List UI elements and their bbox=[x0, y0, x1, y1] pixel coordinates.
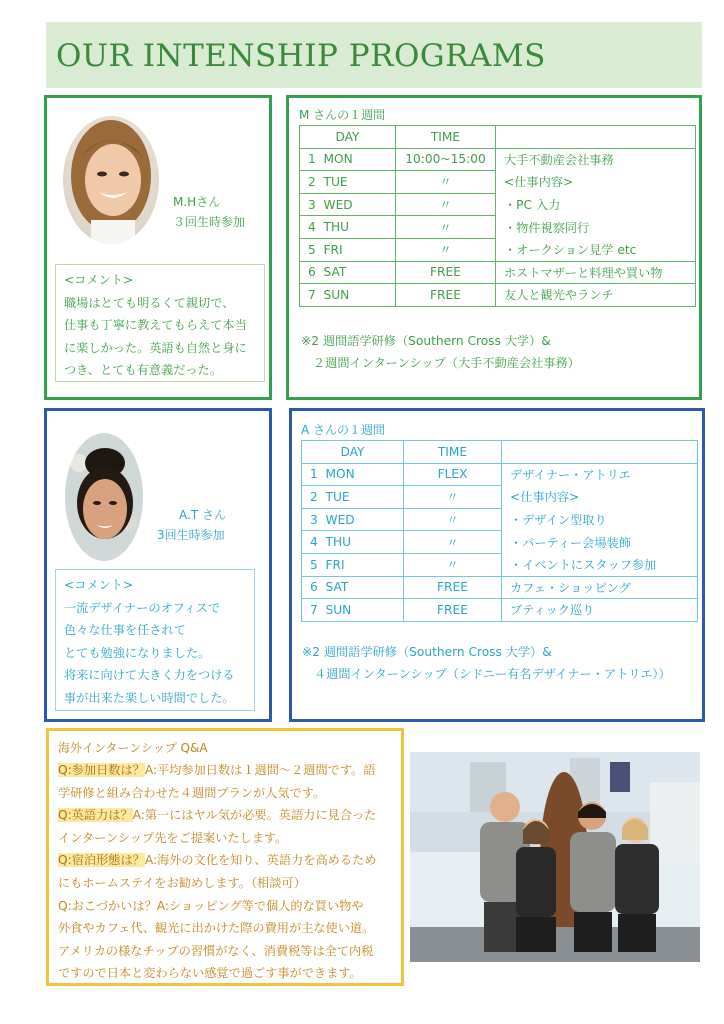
desc-cell: ・物件視察同行 bbox=[496, 216, 696, 239]
comment-line: 色々な仕事を任されて bbox=[64, 623, 186, 637]
group-photo bbox=[410, 752, 700, 962]
answer-3: A:海外の文化を知り、英語力を高めるため bbox=[144, 853, 377, 868]
comment-line: に楽しかった。英語も自然と身に bbox=[64, 340, 247, 355]
desc-cell: ・イベントにスタッフ参加 bbox=[502, 553, 698, 576]
schedule-box-a bbox=[289, 408, 705, 722]
time-cell: 〃 bbox=[404, 486, 502, 509]
comment-line: 事が出来た楽しい時間でした。 bbox=[64, 690, 235, 705]
note-line: ２週間インターンシップ（大手不動産会社事務） bbox=[313, 356, 580, 370]
table-row bbox=[300, 193, 696, 216]
header-time: TIME bbox=[404, 441, 502, 464]
comment-line: とても勉強になりました。 bbox=[64, 645, 211, 660]
desc-cell: 大手不動産会社事務 bbox=[496, 148, 696, 171]
comment-line: 職場はとても明るくて親切で、 bbox=[64, 295, 235, 310]
qa-line bbox=[58, 849, 376, 872]
day-cell: 2 TUE bbox=[302, 486, 404, 509]
table-row bbox=[300, 238, 696, 261]
desc-cell: ・PC 入力 bbox=[496, 193, 696, 216]
table-row bbox=[302, 531, 698, 554]
comment-box-a bbox=[55, 569, 255, 711]
time-cell: 〃 bbox=[404, 553, 502, 576]
desc-cell: ・オークション見学 etc bbox=[496, 238, 696, 261]
desc-cell: ホストマザーと料理や買い物 bbox=[496, 261, 696, 284]
qa-line: 学研修と組み合わせた４週間プランが人気です。 bbox=[58, 785, 326, 800]
header-blank bbox=[502, 441, 698, 464]
table-row bbox=[300, 261, 696, 284]
answer-2: A:第一にはヤル気が必要。英語力に見合った bbox=[132, 808, 377, 823]
header-time: TIME bbox=[396, 126, 496, 149]
header-day: DAY bbox=[300, 126, 396, 149]
comment-line: つき、とても有意義だった。 bbox=[64, 363, 222, 377]
desc-cell: <仕事内容> bbox=[496, 171, 696, 194]
time-cell: FREE bbox=[396, 261, 496, 284]
table-row bbox=[302, 486, 698, 509]
table-row bbox=[302, 599, 698, 622]
comment-line: <コメント> bbox=[64, 578, 134, 592]
question-2: Q:英語力は？ bbox=[58, 808, 133, 823]
qa-line: ですので日本と変わらない感覚で過ごす事ができます。 bbox=[58, 966, 362, 981]
program-note-m bbox=[301, 330, 580, 374]
qa-line bbox=[58, 804, 376, 827]
schedule-table-a bbox=[301, 440, 698, 622]
table-row bbox=[302, 463, 698, 486]
schedule-box-m bbox=[286, 95, 702, 400]
schedule-title-m: M さんの１週間 bbox=[299, 108, 386, 122]
day-cell: 7 SUN bbox=[300, 284, 396, 307]
day-cell: 5 FRI bbox=[300, 238, 396, 261]
table-row bbox=[302, 553, 698, 576]
qa-line: 外食やカフェ代、観光に出かけた際の費用が主な使い道。 bbox=[58, 921, 375, 936]
person-name-a: A.T さん bbox=[179, 508, 226, 522]
time-cell: 〃 bbox=[396, 171, 496, 194]
time-cell: 〃 bbox=[396, 216, 496, 239]
header-blank bbox=[496, 126, 696, 149]
table-row bbox=[300, 284, 696, 307]
day-cell: 2 TUE bbox=[300, 171, 396, 194]
time-cell: 10:00~15:00 bbox=[396, 148, 496, 171]
table-row bbox=[300, 216, 696, 239]
desc-cell: ・デザイン型取り bbox=[502, 508, 698, 531]
time-cell: 〃 bbox=[396, 238, 496, 261]
schedule-title-a: A さんの１週間 bbox=[301, 423, 386, 437]
time-cell: 〃 bbox=[404, 508, 502, 531]
note-line: ４週間インターンシップ（シドニー有名デザイナー・アトリエ）） bbox=[314, 667, 671, 681]
desc-cell: ・パーティー会場装飾 bbox=[502, 531, 698, 554]
qa-line: Q:おこづかいは？A:ショッピング等で個人的な買い物や bbox=[58, 898, 364, 913]
comment-box-m bbox=[55, 264, 265, 382]
answer-1: A:平均参加日数は１週間～２週間です。語 bbox=[144, 763, 376, 777]
schedule-table-m bbox=[299, 125, 696, 307]
qa-box bbox=[46, 728, 404, 986]
day-cell: 1 MON bbox=[300, 148, 396, 171]
qa-line bbox=[58, 759, 376, 782]
note-line: ※2 週間語学研修（Southern Cross 大学）& bbox=[301, 334, 551, 348]
desc-cell: カフェ・ショッピング bbox=[502, 576, 698, 599]
comment-line: 将来に向けて大きく力をつける bbox=[64, 668, 235, 682]
note-line: ※2 週間語学研修（Southern Cross 大学）& bbox=[302, 645, 552, 659]
desc-cell: デザイナー・アトリエ bbox=[502, 463, 698, 486]
day-cell: 3 WED bbox=[300, 193, 396, 216]
table-header-row bbox=[300, 126, 696, 149]
desc-cell: ブティック巡り bbox=[502, 599, 698, 622]
table-row bbox=[300, 171, 696, 194]
profile-box-m bbox=[44, 95, 272, 400]
time-cell: 〃 bbox=[396, 193, 496, 216]
question-3: Q:宿泊形態は？ bbox=[58, 853, 145, 868]
profile-box-a bbox=[44, 408, 272, 722]
person-year-m: ３回生時参加 bbox=[173, 215, 246, 229]
day-cell: 7 SUN bbox=[302, 599, 404, 622]
portrait-photo-m bbox=[63, 116, 159, 244]
time-cell: 〃 bbox=[404, 531, 502, 554]
time-cell: FREE bbox=[396, 284, 496, 307]
question-1: Q:参加日数は？ bbox=[58, 763, 145, 777]
day-cell: 1 MON bbox=[302, 463, 404, 486]
day-cell: 3 WED bbox=[302, 508, 404, 531]
day-cell: 6 SAT bbox=[300, 261, 396, 284]
time-cell: FREE bbox=[404, 599, 502, 622]
qa-line: にもホームステイをお勧めします。（相談可） bbox=[58, 875, 306, 890]
portrait-photo-a bbox=[65, 433, 143, 561]
qa-title: 海外インターンシップ Q&A bbox=[58, 741, 208, 755]
table-row bbox=[302, 576, 698, 599]
header-day: DAY bbox=[302, 441, 404, 464]
day-cell: 4 THU bbox=[300, 216, 396, 239]
time-cell: FLEX bbox=[404, 463, 502, 486]
comment-line: 一流デザイナーのオフィスで bbox=[64, 600, 221, 615]
comment-line: <コメント> bbox=[64, 273, 134, 287]
title-banner bbox=[46, 22, 702, 88]
table-row bbox=[300, 148, 696, 171]
qa-content bbox=[58, 759, 376, 985]
program-note-a bbox=[302, 641, 671, 685]
desc-cell: 友人と観光やランチ bbox=[496, 284, 696, 307]
desc-cell: <仕事内容> bbox=[502, 486, 698, 509]
comment-line: 仕事も丁寧に教えてもらえて本当 bbox=[64, 318, 247, 332]
qa-line: アメリカの様なチップの習慣がなく、消費税等は全て内税 bbox=[58, 943, 374, 958]
time-cell: FREE bbox=[404, 576, 502, 599]
page-title: OUR INTENSHIP PROGRAMS bbox=[56, 38, 546, 74]
day-cell: 6 SAT bbox=[302, 576, 404, 599]
day-cell: 4 THU bbox=[302, 531, 404, 554]
qa-line: インターンシップ先をご提案いたします。 bbox=[58, 830, 288, 845]
person-name-m: M.Hさん bbox=[173, 195, 221, 209]
day-cell: 5 FRI bbox=[302, 553, 404, 576]
table-header-row bbox=[302, 441, 698, 464]
person-year-a: 3回生時参加 bbox=[157, 528, 225, 542]
table-row bbox=[302, 508, 698, 531]
